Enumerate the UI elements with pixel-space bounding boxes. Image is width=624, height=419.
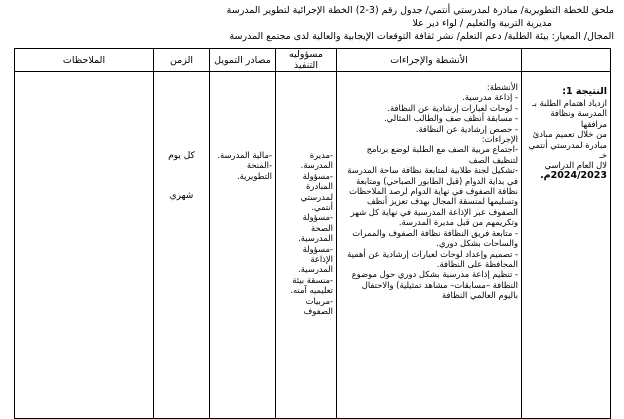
activity-item: الإجراءات: bbox=[481, 134, 518, 145]
header-title: ملحق للخطة التطويرية/ مبادرة لمدرستي أنتمي/ جدول رقم (3-2) الخطة الإجرائية لتطوير المدرسة bbox=[226, 5, 614, 16]
table-header-row bbox=[15, 49, 611, 72]
activity-item: - متابعة فريق النظافة نظافة الصفوف والممرات والساحات بشكل دوري. bbox=[352, 227, 518, 249]
goal-line: لال العام الدراسي bbox=[544, 160, 607, 171]
goal-line: ازدياد اهتمام الطلبة بـ bbox=[532, 98, 607, 108]
header-domain: المجال/ المعيار: بيئة الطلبة/ دعم التعلم/ نشر ثقافة التوقعات الإيجابية والعالية لدى مجتمع المدرسة bbox=[229, 31, 614, 42]
activities-cell bbox=[337, 72, 522, 419]
implementer-item: -مسؤولة الصحة المدرسية. bbox=[298, 212, 333, 244]
implementer-cell bbox=[276, 72, 337, 419]
activity-item: - حصص إرشادية عن النظافة. bbox=[415, 123, 518, 134]
header-directorate: مديرية التربية والتعليم / لواء دير علا bbox=[412, 18, 552, 29]
implementer-item: -مديرة المدرسة. bbox=[300, 150, 333, 171]
funding-item: -مالية المدرسة. bbox=[217, 150, 272, 160]
goal-line: من خلال تعميم مبادئ bbox=[532, 129, 607, 140]
goal-line: المدرسة ونظافة مرافقها bbox=[550, 108, 607, 129]
time-cell bbox=[154, 72, 210, 419]
activity-item: الأنشطة: bbox=[486, 82, 518, 92]
page-header bbox=[10, 4, 614, 43]
col-header-activities: الأنشطة والإجراءات bbox=[337, 49, 522, 72]
activity-item: - مسابقة أنظف صف والطالب المثالي. bbox=[384, 113, 518, 124]
goal-title: النتيجة 1: bbox=[562, 86, 607, 97]
goal-cell bbox=[522, 72, 611, 419]
notes-value bbox=[15, 72, 153, 75]
activity-item: -اجتماع مربية الصف مع الطلبة لوضع برنامج لتنظيف الصف bbox=[366, 144, 518, 165]
time-daily: كل يوم bbox=[168, 151, 195, 161]
col-header-implementer: مسؤوليه التنفيذ bbox=[276, 49, 337, 72]
procedural-plan-table bbox=[14, 48, 611, 419]
col-header-time: الزمن bbox=[154, 49, 210, 72]
col-header-goal bbox=[522, 49, 611, 72]
funding-item: -المنحة التطويرية. bbox=[236, 160, 272, 181]
activity-item: - لوحات لعبارات إرشادية عن النظافة. bbox=[387, 102, 518, 113]
time-monthly: شهري bbox=[169, 191, 194, 201]
table-row bbox=[15, 72, 611, 419]
activity-item: - تنظيم إذاعة مدرسية بشكل دوري حول موضوع النظافة –مسابقات– مشاهد تمثيلية) والاحتفال باليوم العالمي النظافة bbox=[351, 269, 518, 301]
implementer-item: -مربيات الصفوف bbox=[303, 295, 333, 317]
col-header-funding: مصادر التمويل bbox=[210, 49, 276, 72]
goal-year: 2024/2023م. bbox=[540, 169, 607, 181]
activity-item: - إذاعة مدرسية. bbox=[462, 92, 518, 103]
col-header-notes: الملاحظات bbox=[15, 49, 154, 72]
implementer-item: -منسقة بيئة تعليميه آمنه. bbox=[290, 274, 333, 296]
activity-item: -تشكيل لجنة طلابية لمتابعة نظافة ساحة المدرسة في بداية الدوام (قبل الطابور الصباحي) ومتابعة نظافة الصفوف في نهاية الدوام لرصد الملاحظات وتسليمها لمنسقة المجال بهدف تعزيز أنظف الصفوف عبر الإذاعة المدرسية في نهاية كل شهر وتكريمهم من قبل مديرة المدرسة. bbox=[347, 165, 518, 228]
activity-item: - تصميم وإعداد لوحات لعبارات إرشادية عن أهمية المحافظة على النظافة. bbox=[347, 248, 518, 269]
funding-cell bbox=[210, 72, 276, 419]
implementer-item: -مسؤولة الإذاعة المدرسية. bbox=[298, 243, 333, 275]
notes-cell bbox=[15, 72, 154, 419]
implementer-item: -مسؤولة المبادرة لمدرستي أنتمي. bbox=[300, 170, 333, 213]
goal-line: مبادرة لمدرستي أنتمي خـ bbox=[528, 139, 607, 161]
